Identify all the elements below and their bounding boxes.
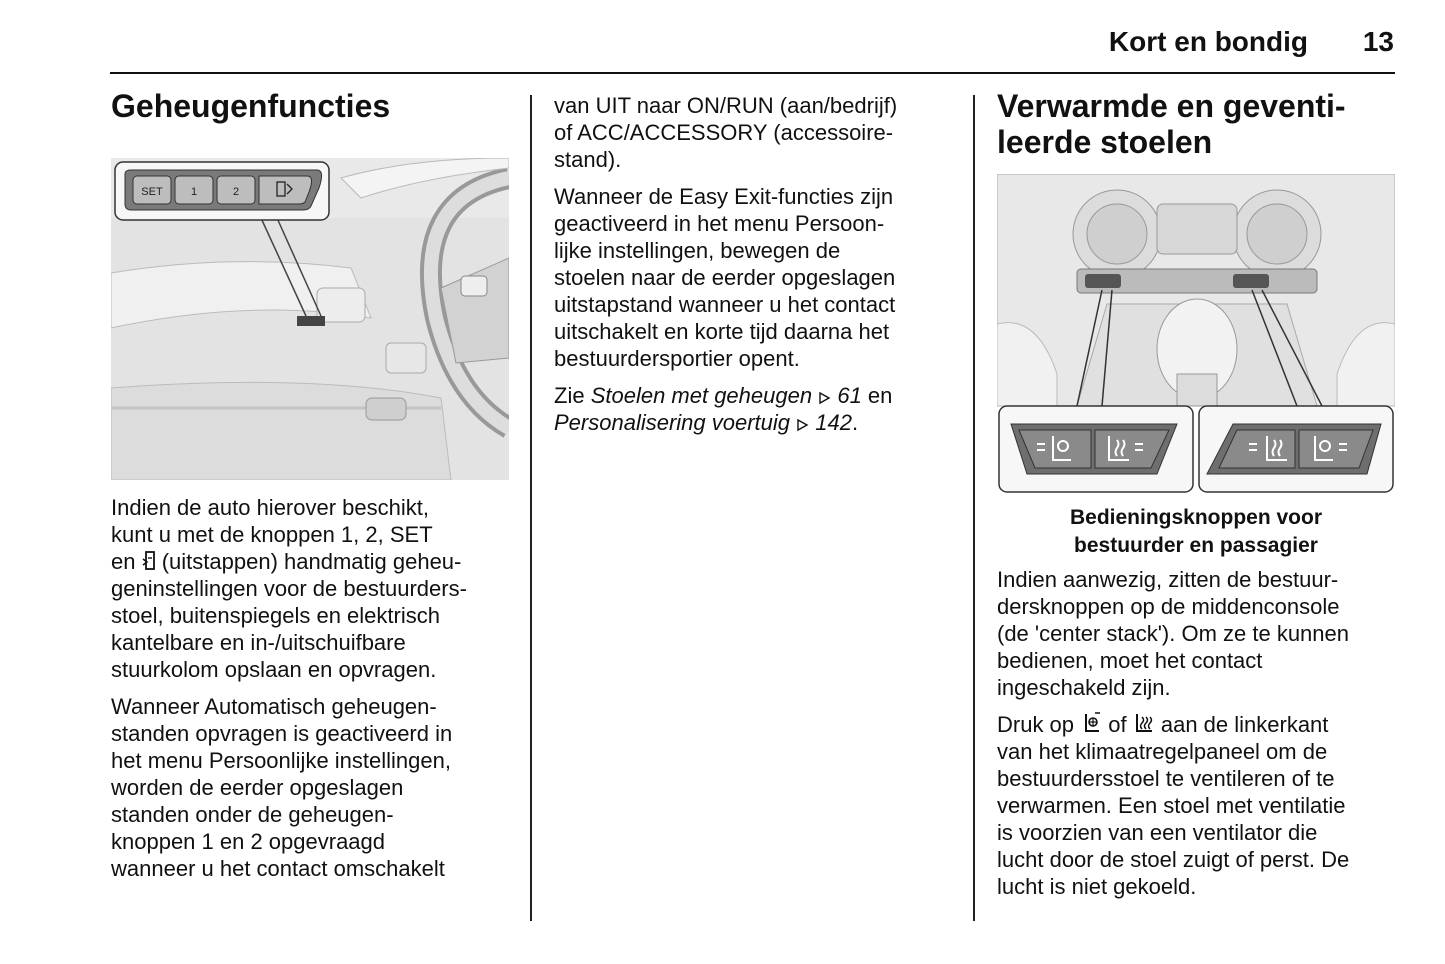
memory-button-1 — [175, 176, 213, 204]
paragraph-button-location: Indien aanwezig, zitten de bestuur- dersknoppen op de middenconsole (de 'center stack'). Om ze te kunnen bedienen, moet het contact ingeschakeld zijn. — [997, 567, 1349, 700]
paragraph-auto-recall: Wanneer Automatisch geheugen- standen opvragen is geactiveerd in het menu Persoonlijke instellingen, worden de eerder opgeslagen standen onder de geheugen- knoppen 1 en 2 opgevraagd wanneer u het contact omschakelt — [111, 694, 453, 881]
reference-vehicle-personalization[interactable]: Personalisering voertuig — [554, 410, 791, 435]
figure-caption: Bedieningsknoppen voor bestuurder en passagier — [1069, 506, 1323, 557]
header-title: Kort en bondig — [1108, 26, 1308, 57]
paragraph-memory-buttons: Indien de auto hierover beschikt, kunt u met de knoppen 1, 2, SET en (uitstappen) handmatig geheu- geninstellingen voor de bestuurders- stoel, buitenspiegels en elektrisch kantelbare en in-/uitschuifbare stuurkolom opslaan en opvragen. — [111, 495, 467, 682]
passenger-seat-controls — [1199, 406, 1393, 492]
column-divider-left — [530, 95, 532, 921]
column-continued — [554, 92, 954, 446]
paragraph-easy-exit: Wanneer de Easy Exit-functies zijn geactiveerd in het menu Persoon- lijke instellingen, bewegen de stoelen naar de eerder opgeslagen uitstapstand wanneer u het contact uitschakelt en korte tijd daarna het bestuurdersportier opent. — [554, 184, 896, 371]
memory-button-2-label: 2 — [232, 186, 240, 198]
paragraph-heat-vent-usage: Druk op of aan de linkerkant van het klimaatregelpaneel om de bestuurdersstoel te ventileren of te verwarmen. Een stoel met ventilatie is voorzien van een ventilator die lucht door de stoel zuigt of perst. De lucht is niet gekoeld. — [997, 712, 1350, 899]
column-heated-seats — [997, 88, 1395, 910]
exit-seat-button — [259, 176, 312, 204]
figure-memory-buttons — [111, 158, 509, 480]
memory-button-1-label: 1 — [190, 186, 198, 198]
page-reference-arrow-icon — [818, 390, 831, 406]
heated-seat-icon — [1133, 711, 1155, 735]
ventilated-seat-icon — [1080, 711, 1102, 735]
header-rule — [110, 72, 1395, 74]
column-memory-functions — [111, 88, 511, 892]
paragraph-ignition-states: van UIT naar ON/RUN (aan/bedrijf) of ACC/ACCESSORY (accessoire- stand). — [554, 93, 898, 172]
set-button-label: SET — [141, 186, 163, 198]
page-reference-arrow-icon — [796, 417, 809, 433]
door-panel-illustration — [111, 158, 509, 480]
exit-seat-icon — [142, 550, 156, 572]
set-memory-button — [133, 176, 171, 204]
center-console-illustration — [997, 174, 1395, 494]
memory-button-2 — [217, 176, 255, 204]
page-number: 13 — [1362, 26, 1394, 57]
driver-seat-controls — [999, 406, 1193, 492]
paragraph-references: Zie Stoelen met geheugen 61 en Personalisering voertuig 142. — [554, 383, 893, 435]
figure-seat-controls — [997, 174, 1395, 494]
section-heading-heated-seats: Verwarmde en geventi- leerde stoelen — [997, 88, 1346, 160]
reference-memory-seats[interactable]: Stoelen met geheugen — [590, 383, 813, 408]
column-divider-right — [973, 95, 975, 921]
section-heading-memory: Geheugenfuncties — [111, 88, 391, 124]
